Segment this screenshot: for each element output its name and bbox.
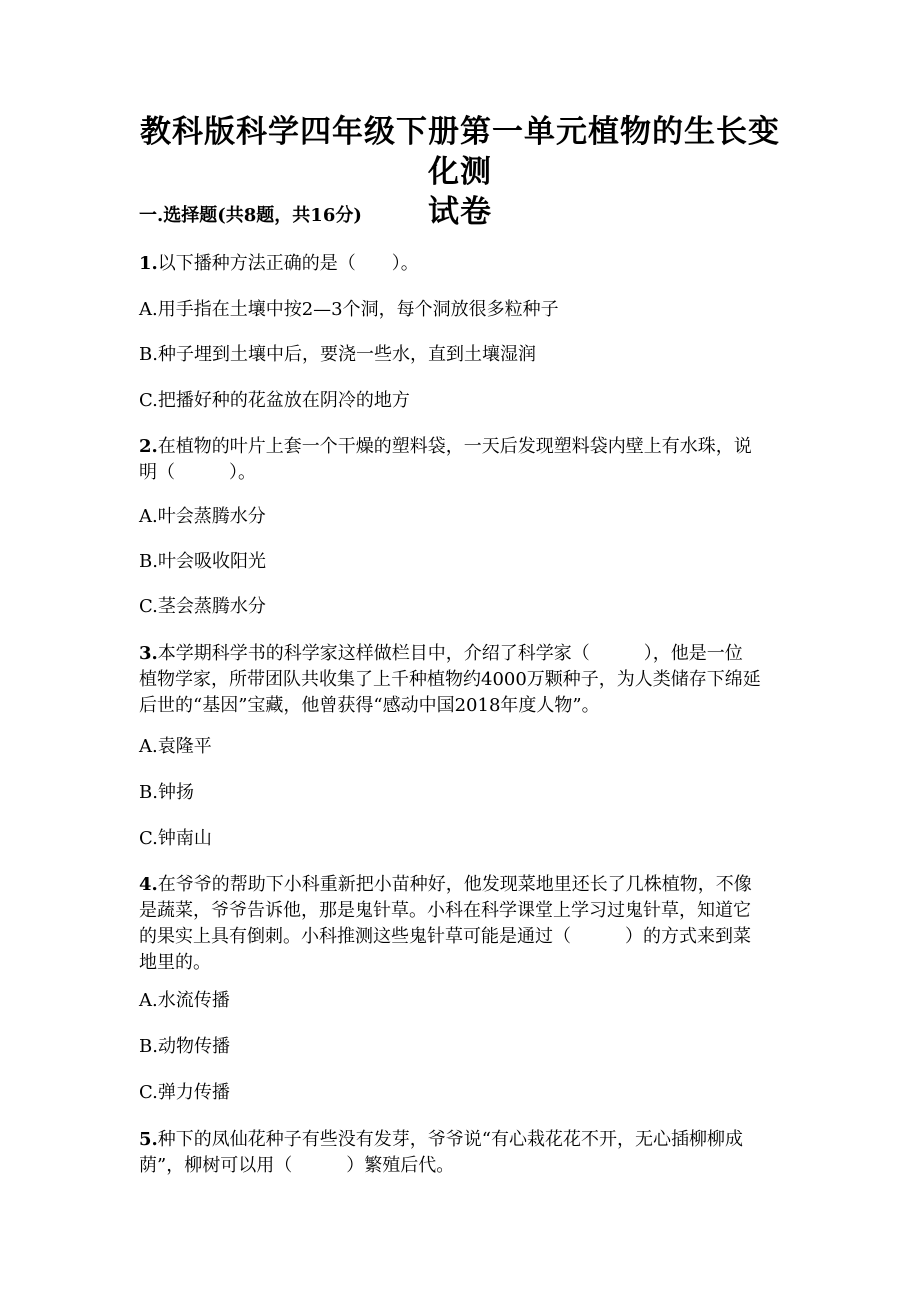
- question-number: 5.: [139, 1129, 158, 1150]
- option-3b: B.钟扬: [139, 782, 194, 803]
- option-1a: A.用手指在土壤中按2—3个洞，每个洞放很多粒种子: [139, 299, 559, 320]
- question-number: 4.: [139, 874, 158, 895]
- option-2b: B.叶会吸收阳光: [139, 551, 266, 572]
- question-text-line: 本学期科学书的科学家这样做栏目中，介绍了科学家（ ），他是一位: [157, 643, 743, 664]
- question-text-line: 在爷爷的帮助下小科重新把小苗种好，他发现菜地里还长了几株植物，不像: [157, 874, 752, 895]
- question-text: 以下播种方法正确的是（ ）。: [157, 253, 419, 274]
- question-number: 1.: [139, 253, 158, 274]
- question-text-line: 是蔬菜，爷爷告诉他，那是鬼针草。小科在科学课堂上学习过鬼针草，知道它: [139, 900, 751, 921]
- option-1c: C.把播好种的花盆放在阴冷的地方: [139, 390, 410, 411]
- question-text-line: 植物学家，所带团队共收集了上千种植物约4000万颗种子，为人类储存下绵延: [139, 669, 761, 690]
- question-2: [139, 434, 779, 486]
- option-2a: A.叶会蒸腾水分: [139, 506, 266, 527]
- section-heading: 一.选择题(共8题，共16分): [139, 205, 362, 226]
- option-3c: C.钟南山: [139, 828, 212, 849]
- question-number: 2.: [139, 436, 158, 457]
- question-3: [139, 641, 779, 719]
- question-text-line: 后世的“基因”宝藏，他曾获得“感动中国2018年度人物”。: [139, 695, 600, 716]
- option-4c: C.弹力传播: [139, 1082, 230, 1103]
- question-4: [139, 872, 779, 976]
- question-text-line: 地里的。: [139, 952, 211, 973]
- title-line-1: 教科版科学四年级下册第一单元植物的生长变化测: [140, 114, 780, 190]
- question-text-line: 荫”，柳树可以用（ ）繁殖后代。: [139, 1155, 455, 1176]
- title-line-2: 试卷: [428, 194, 492, 230]
- question-text-line: 种下的凤仙花种子有些没有发芽，爷爷说“有心栽花花不开，无心插柳柳成: [157, 1129, 743, 1150]
- question-number: 3.: [139, 643, 158, 664]
- option-1b: B.种子埋到土壤中后，要浇一些水，直到土壤湿润: [139, 344, 536, 365]
- option-4b: B.动物传播: [139, 1036, 230, 1057]
- question-text-line: 明（ ）。: [139, 462, 256, 483]
- question-5: [139, 1127, 779, 1179]
- question-1: [139, 251, 779, 277]
- question-text-line: 的果实上具有倒刺。小科推测这些鬼针草可能是通过（ ）的方式来到菜: [139, 926, 751, 947]
- option-3a: A.袁隆平: [139, 736, 212, 757]
- option-2c: C.茎会蒸腾水分: [139, 596, 266, 617]
- option-4a: A.水流传播: [139, 990, 230, 1011]
- question-text-line: 在植物的叶片上套一个干燥的塑料袋，一天后发现塑料袋内壁上有水珠，说: [157, 436, 752, 457]
